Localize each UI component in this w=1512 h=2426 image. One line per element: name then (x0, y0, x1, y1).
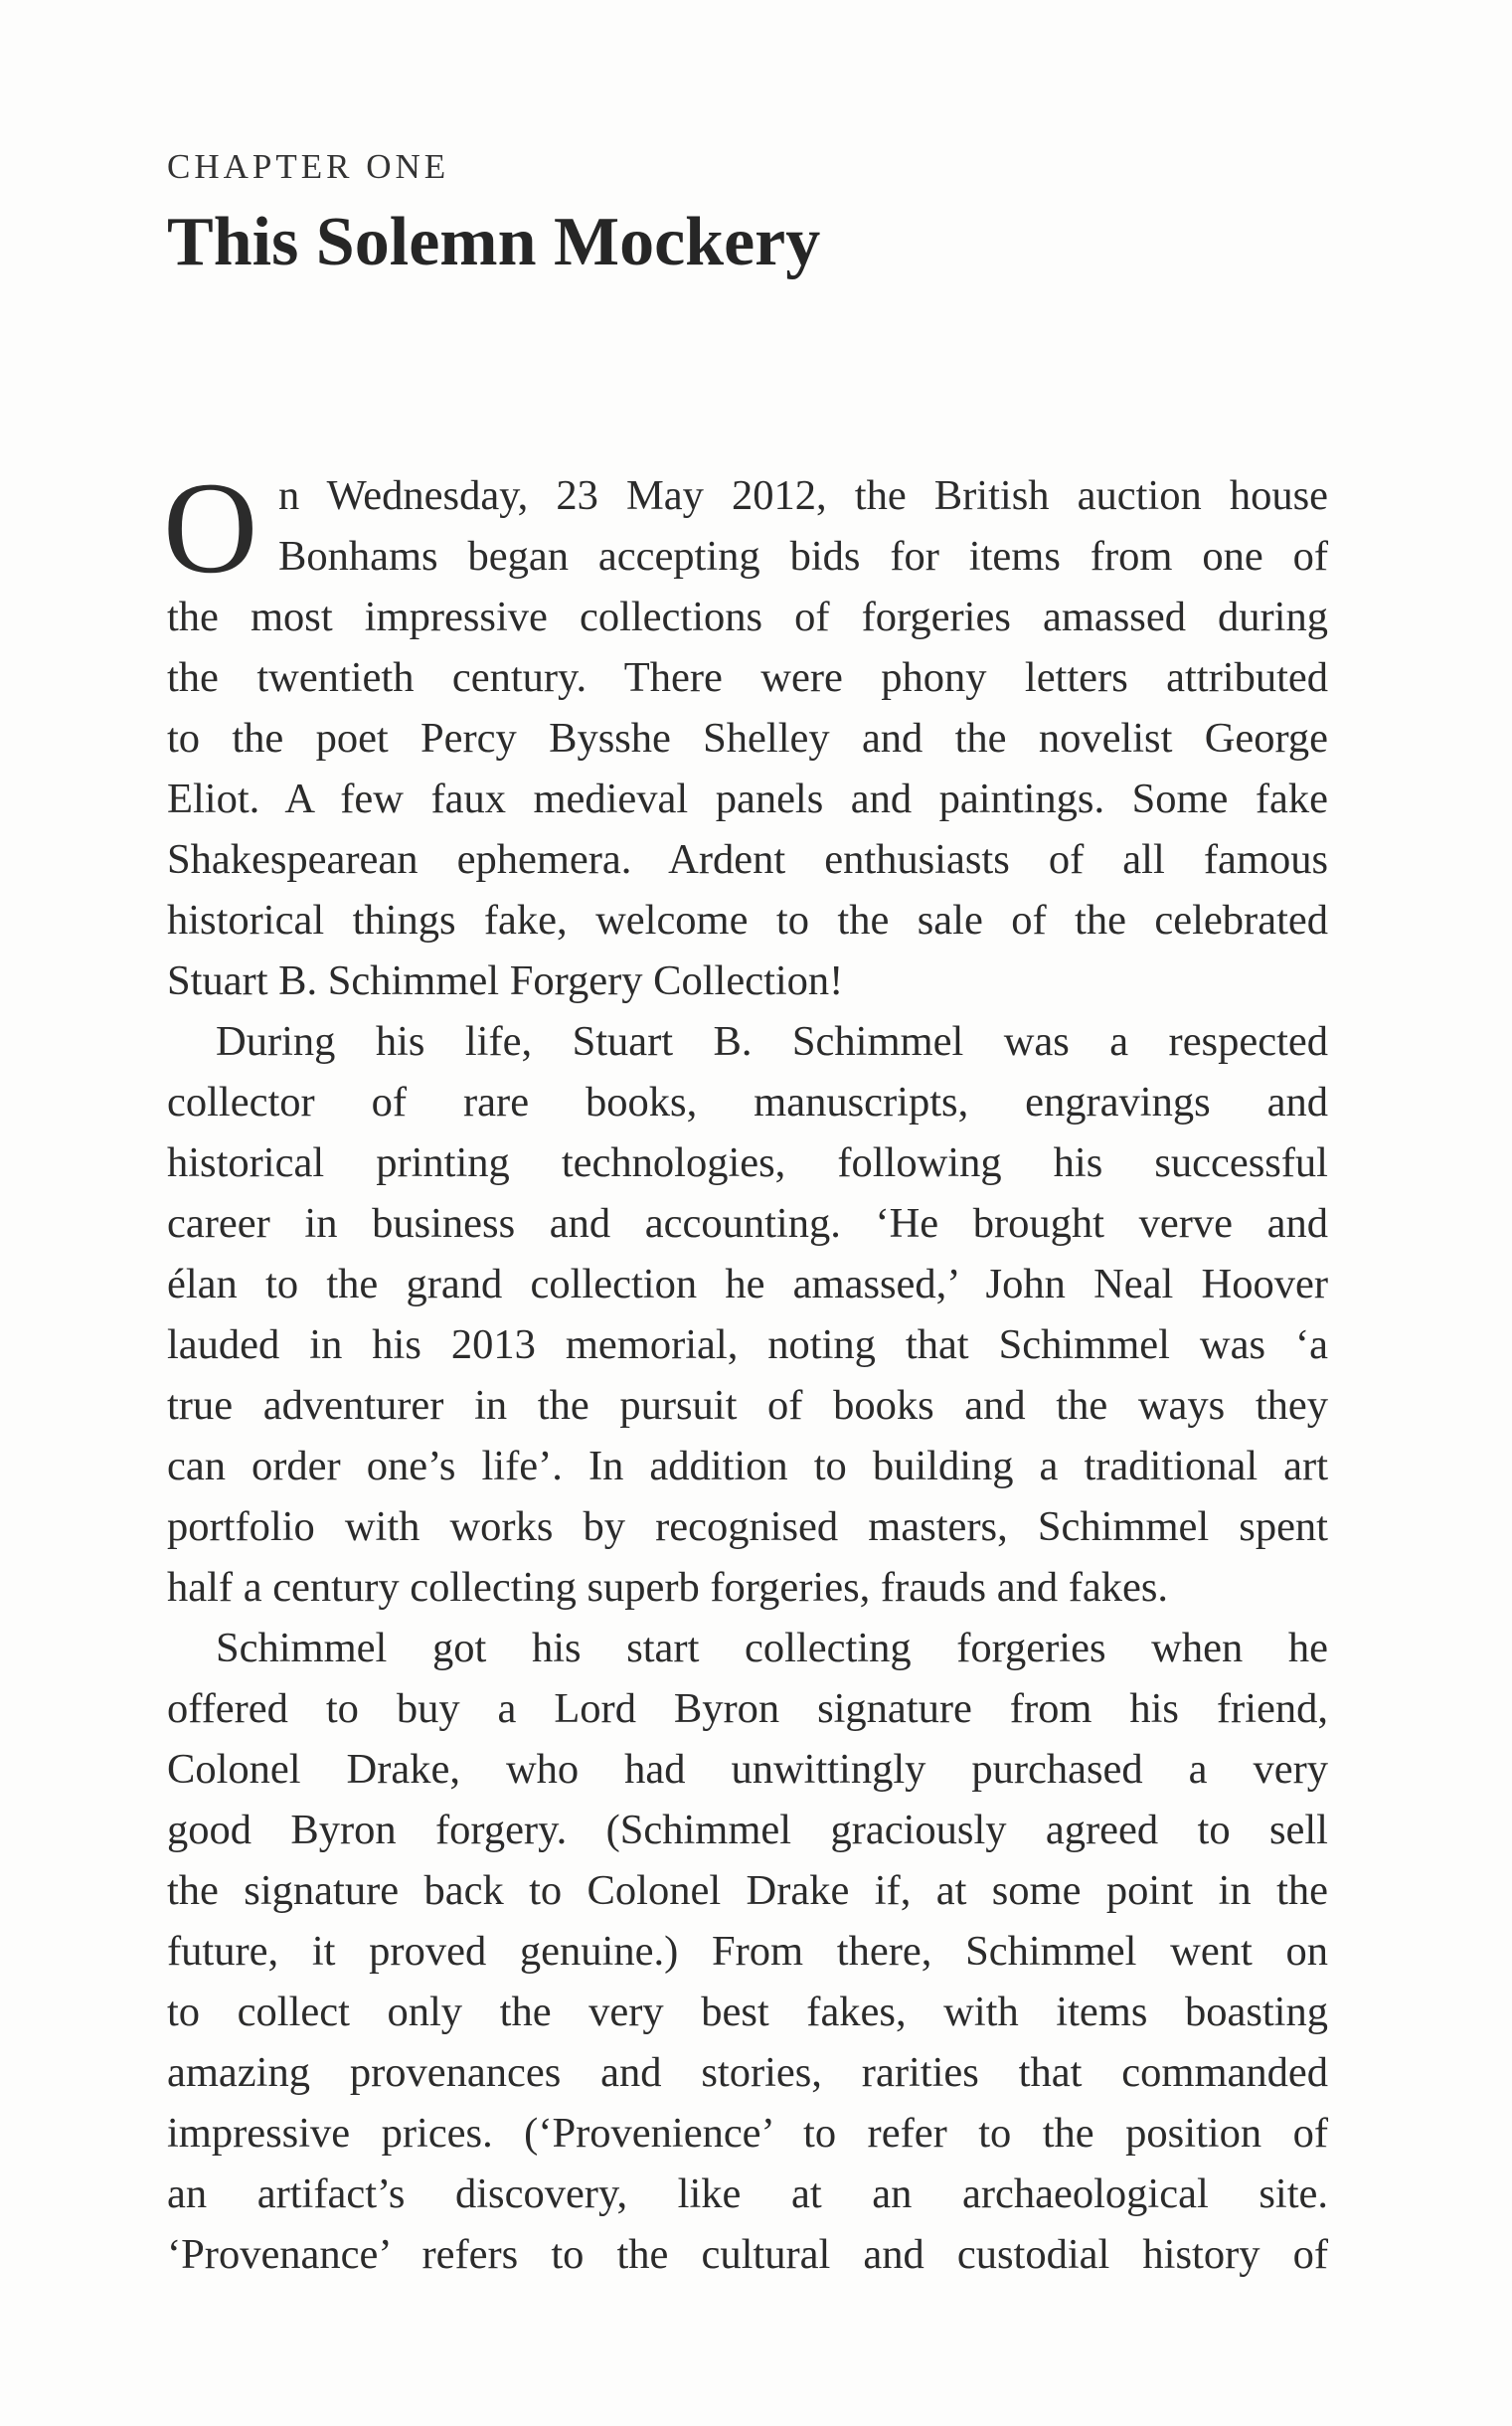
text-line: Schimmel got his start collecting forgeries when he (216, 1625, 1328, 1671)
text-line: During his life, Stuart B. Schimmel was a respected (216, 1018, 1328, 1065)
text-line: Stuart B. Schimmel Forgery Collection! (167, 957, 844, 1004)
text-line: the most impressive collections of forgeries amassed during (167, 594, 1328, 640)
text-line: future, it proved genuine.) From there, Schimmel went on (167, 1928, 1328, 1975)
text-line: lauded in his 2013 memorial, noting that Schimmel was ‘a (167, 1321, 1328, 1368)
text-line: Colonel Drake, who had unwittingly purchased a very (167, 1746, 1328, 1793)
body-text (163, 454, 1328, 2285)
text-line: can order one’s life’. In addition to building a traditional art (167, 1443, 1328, 1489)
text-line: Eliot. A few faux medieval panels and paintings. Some fake (167, 776, 1328, 822)
text-line: career in business and accounting. ‘He brought verve and (167, 1200, 1328, 1247)
text-line: historical printing technologies, following his successful (167, 1139, 1328, 1186)
chapter-title: This Solemn Mockery (167, 204, 821, 280)
text-line: half a century collecting superb forgeries, frauds and fakes. (167, 1564, 1169, 1611)
text-line: impressive prices. (‘Provenience’ to refer to the position of (167, 2110, 1328, 2157)
text-line: to collect only the very best fakes, with items boasting (167, 1989, 1328, 2035)
text-line: offered to buy a Lord Byron signature from his friend, (167, 1685, 1328, 1732)
text-line: true adventurer in the pursuit of books and the ways they (167, 1382, 1328, 1429)
text-line: Bonhams began accepting bids for items from one of (278, 533, 1328, 580)
text-line: collector of rare books, manuscripts, engravings and (167, 1079, 1328, 1126)
text-line: to the poet Percy Bysshe Shelley and the novelist George (167, 715, 1328, 762)
text-line: an artifact’s discovery, like at an archaeological site. (167, 2170, 1328, 2217)
text-line: the signature back to Colonel Drake if, at some point in the (167, 1867, 1328, 1914)
text-line: n Wednesday, 23 May 2012, the British auction house (278, 472, 1328, 519)
text-line: Shakespearean ephemera. Ardent enthusiasts of all famous (167, 836, 1328, 883)
text-line: amazing provenances and stories, rarities that commanded (167, 2049, 1328, 2096)
text-line: portfolio with works by recognised masters, Schimmel spent (167, 1503, 1328, 1550)
drop-cap: O (163, 454, 258, 601)
text-line: good Byron forgery. (Schimmel graciously agreed to sell (167, 1807, 1328, 1853)
text-line: élan to the grand collection he amassed,’ John Neal Hoover (167, 1261, 1328, 1307)
chapter-label: CHAPTER ONE (167, 147, 450, 186)
text-line: the twentieth century. There were phony letters attributed (167, 654, 1328, 701)
text-line: ‘Provenance’ refers to the cultural and custodial history of (167, 2231, 1328, 2278)
text-line: historical things fake, welcome to the sale of the celebrated (167, 897, 1328, 944)
